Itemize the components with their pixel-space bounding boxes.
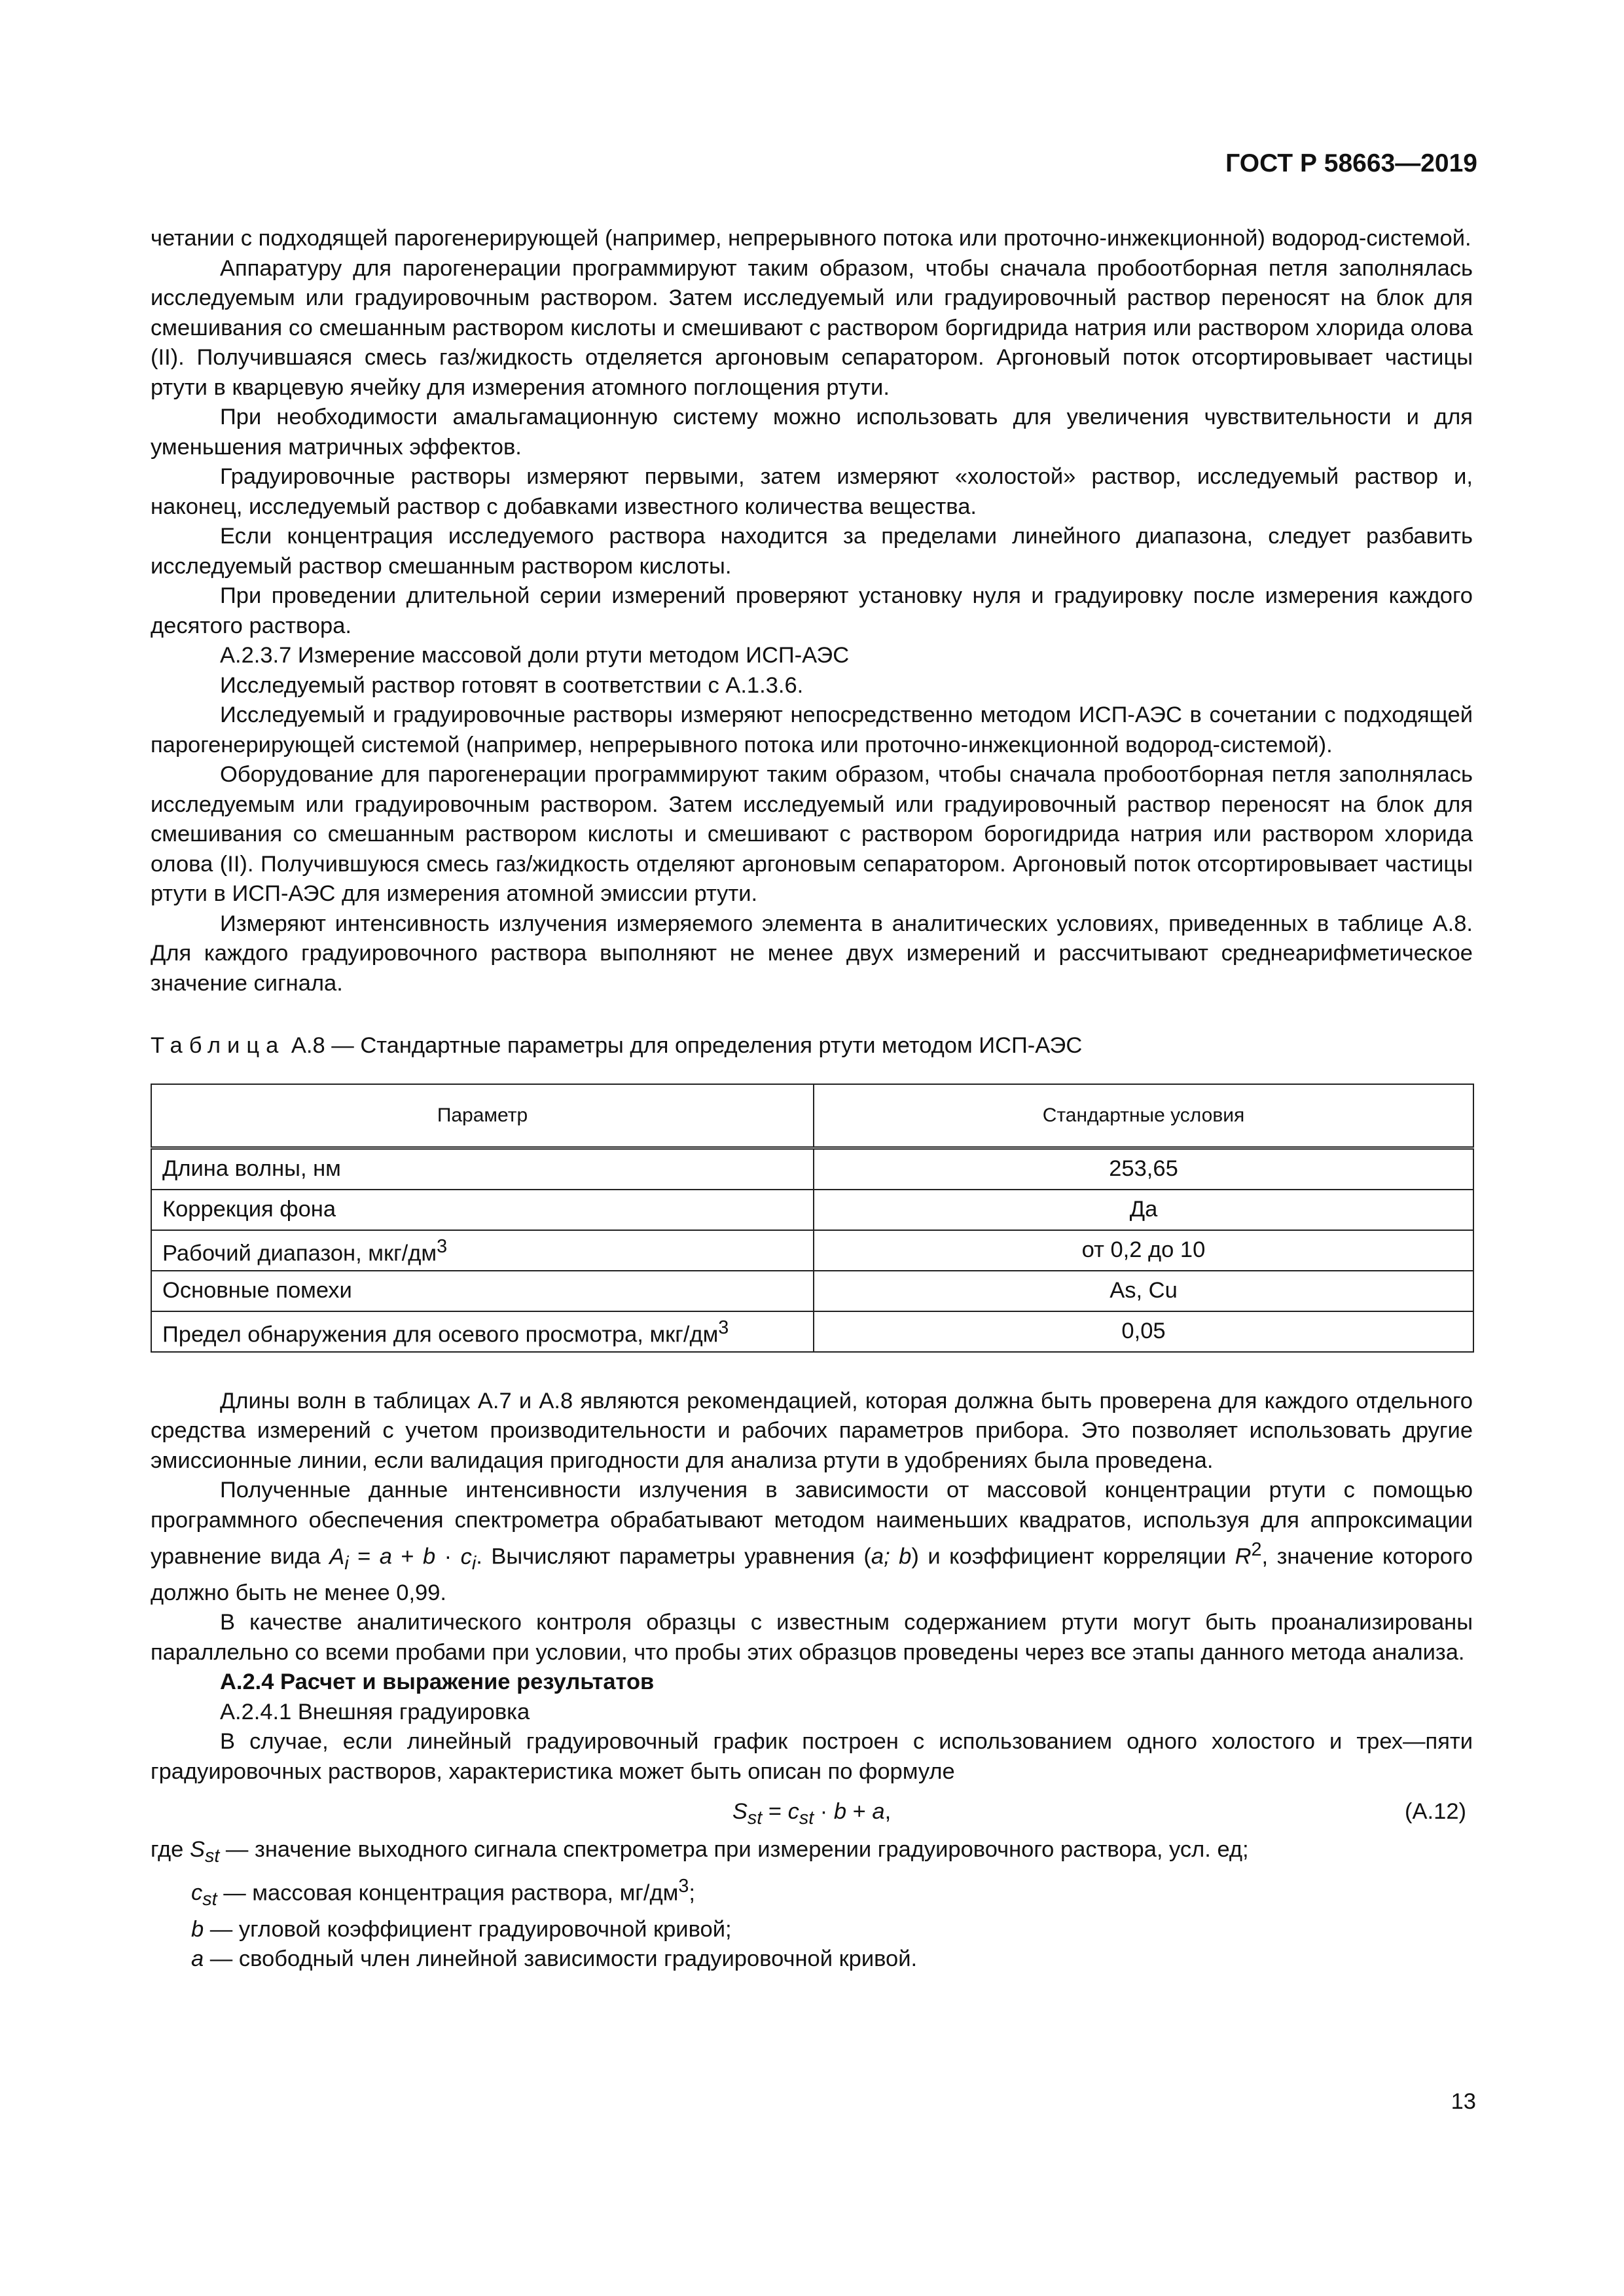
paragraph: В случае, если линейный градуировочный график построен с использованием одного холостого и трех—пяти градуировочных растворов, характеристика может быть описан по формуле bbox=[151, 1729, 1473, 1784]
table-header-row bbox=[151, 1084, 1473, 1148]
where-line-b: b — угловой коэффициент градуировочной кривой; bbox=[191, 1916, 732, 1942]
document-body bbox=[151, 224, 1473, 1975]
paragraph: При необходимости амальгамационную систему можно использовать для увеличения чувствительности и для уменьшения матричных эффектов. bbox=[151, 405, 1473, 460]
formula-expression: $S_{st} = c_{st} \cdot b + a$, bbox=[732, 1799, 892, 1829]
paragraph: Градуировочные растворы измеряют первыми, затем измеряют «холостой» раствор, исследуемый раствор и, наконец, исследуемый раствор с добавками известного количества вещества. bbox=[151, 464, 1473, 519]
parameters-table bbox=[151, 1084, 1474, 1353]
section-heading-a241: А.2.4.1 Внешняя градуировка bbox=[220, 1699, 530, 1724]
cell-value: 253,65 bbox=[814, 1148, 1473, 1190]
paragraph: В качестве аналитического контроля образцы с известным содержанием ртути могут быть проанализированы параллельно со всеми пробами при условии, что пробы этих образцов проведены через все этапы данного метода анализа. bbox=[151, 1610, 1473, 1665]
formula-number: (А.12) bbox=[1405, 1799, 1466, 1825]
section-heading-a24: А.2.4 Расчет и выражение результатов bbox=[220, 1669, 655, 1695]
table-caption bbox=[151, 1031, 1473, 1061]
cell-value: 0,05 bbox=[814, 1311, 1473, 1352]
paragraph: Длины волн в таблицах А.7 и А.8 являются рекомендацией, которая должна быть проверена для каждого отдельного средства измерений с учетом производительности и рабочих параметров прибора. Это позволяет использовать другие эмиссионные линии, если валидация пригодности для анализа ртути в удобрениях была проведена. bbox=[151, 1388, 1473, 1473]
cell-parameter: Основные помехи bbox=[151, 1271, 814, 1311]
column-header-conditions: Стандартные условия bbox=[814, 1084, 1473, 1148]
where-line-c: $c_{st}$ — массовая концентрация раствора, $мг/дм^3$; bbox=[191, 1875, 695, 1910]
table-row bbox=[151, 1230, 1473, 1271]
paragraph: При проведении длительной серии измерений проверяют установку нуля и градуировку после измерения каждого десятого раствора. bbox=[151, 583, 1473, 638]
table-row bbox=[151, 1190, 1473, 1230]
table-row bbox=[151, 1148, 1473, 1190]
cell-parameter: Коррекция фона bbox=[151, 1190, 814, 1230]
cell-value: от 0,2 до 10 bbox=[814, 1230, 1473, 1271]
page-number: 13 bbox=[1451, 2089, 1476, 2114]
paragraph: четании с подходящей парогенерирующей (например, непрерывного потока или проточно-инжекционной) водород-системой. bbox=[151, 226, 1471, 251]
cell-parameter: Рабочий диапазон, мкг/$дм^3$ bbox=[151, 1230, 814, 1271]
table-caption-text: А.8 — Стандартные параметры для определения ртути методом ИСП-АЭС bbox=[285, 1033, 1083, 1058]
paragraph: Измеряют интенсивность излучения измеряемого элемента в аналитических условиях, приведенных в таблице А.8. Для каждого градуировочного раствора выполняют не менее двух измерений и рассчитывают среднеарифметическое значение сигнала. bbox=[151, 911, 1473, 996]
formula-a12 bbox=[151, 1789, 1473, 1835]
table-row bbox=[151, 1311, 1473, 1352]
paragraph: Аппаратуру для парогенерации программируют таким образом, чтобы сначала пробоотборная петля заполнялась исследуемым или градуировочным раствором. Затем исследуемый или градуировочный раствор переносят на блок для смешивания со смешанным раствором кислоты и смешивают с раствором боргидрида натрия или раствором хлорида олова (II). Получившаяся смесь газ/жидкость отделяется аргоновым сепаратором. Аргоновый поток отсортировывает частицы ртути в кварцевую ячейку для измерения атомного поглощения ртути. bbox=[151, 255, 1473, 400]
where-line-s: где $S_{st}$ — значение выходного сигнала спектрометра при измерении градуировочного раствора, усл. ед; bbox=[151, 1837, 1249, 1867]
paragraph-regression: Полученные данные интенсивности излучения в зависимости от массовой концентрации ртути с помощью программного обеспечения спектрометра обрабатывают методом наименьших квадратов, используя для аппроксимации уравнение вида $A_i = a + b \cdot c_i$. Вычисляют параметры уравнения (a; b) и коэффициент корреляции $R^2$, значение которого должно быть не менее 0,99. bbox=[151, 1478, 1473, 1605]
table-row bbox=[151, 1271, 1473, 1311]
cell-value: As, Cu bbox=[814, 1271, 1473, 1311]
column-header-parameter: Параметр bbox=[151, 1084, 814, 1148]
paragraph: Исследуемый раствор готовят в соответствии с А.1.3.6. bbox=[220, 672, 804, 698]
table-caption-word: Таблица bbox=[151, 1033, 285, 1058]
cell-value: Да bbox=[814, 1190, 1473, 1230]
cell-parameter: Длина волны, нм bbox=[151, 1148, 814, 1190]
section-heading-a237: А.2.3.7 Измерение массовой доли ртути методом ИСП-АЭС bbox=[220, 643, 850, 668]
cell-parameter: Предел обнаружения для осевого просмотра, мкг/$дм^3$ bbox=[151, 1311, 814, 1352]
paragraph: Оборудование для парогенерации программируют таким образом, чтобы сначала пробоотборная петля заполнялась исследуемым или градуировочным раствором. Затем исследуемый или градуировочный раствор переносят на блок для смешивания со смешанным раствором кислоты и смешивают с раствором борогидрида натрия или раствором хлорида олова (II). Получившуюся смесь газ/жидкость отделяют аргоновым сепаратором. Аргоновый поток отсортировывает частицы ртути в ИСП-АЭС для измерения атомной эмиссии ртути. bbox=[151, 762, 1473, 906]
where-line-a: a — свободный член линейной зависимости градуировочной кривой. bbox=[191, 1946, 918, 1972]
paragraph: Исследуемый и градуировочные растворы измеряют непосредственно методом ИСП-АЭС в сочетании с подходящей парогенерирующей системой (например, непрерывного потока или проточно-инжекционной водород-системой). bbox=[151, 702, 1473, 757]
standard-designation: ГОСТ Р 58663—2019 bbox=[1225, 149, 1477, 177]
paragraph: Если концентрация исследуемого раствора находится за пределами линейного диапазона, следует разбавить исследуемый раствор смешанным раствором кислоты. bbox=[151, 524, 1473, 579]
